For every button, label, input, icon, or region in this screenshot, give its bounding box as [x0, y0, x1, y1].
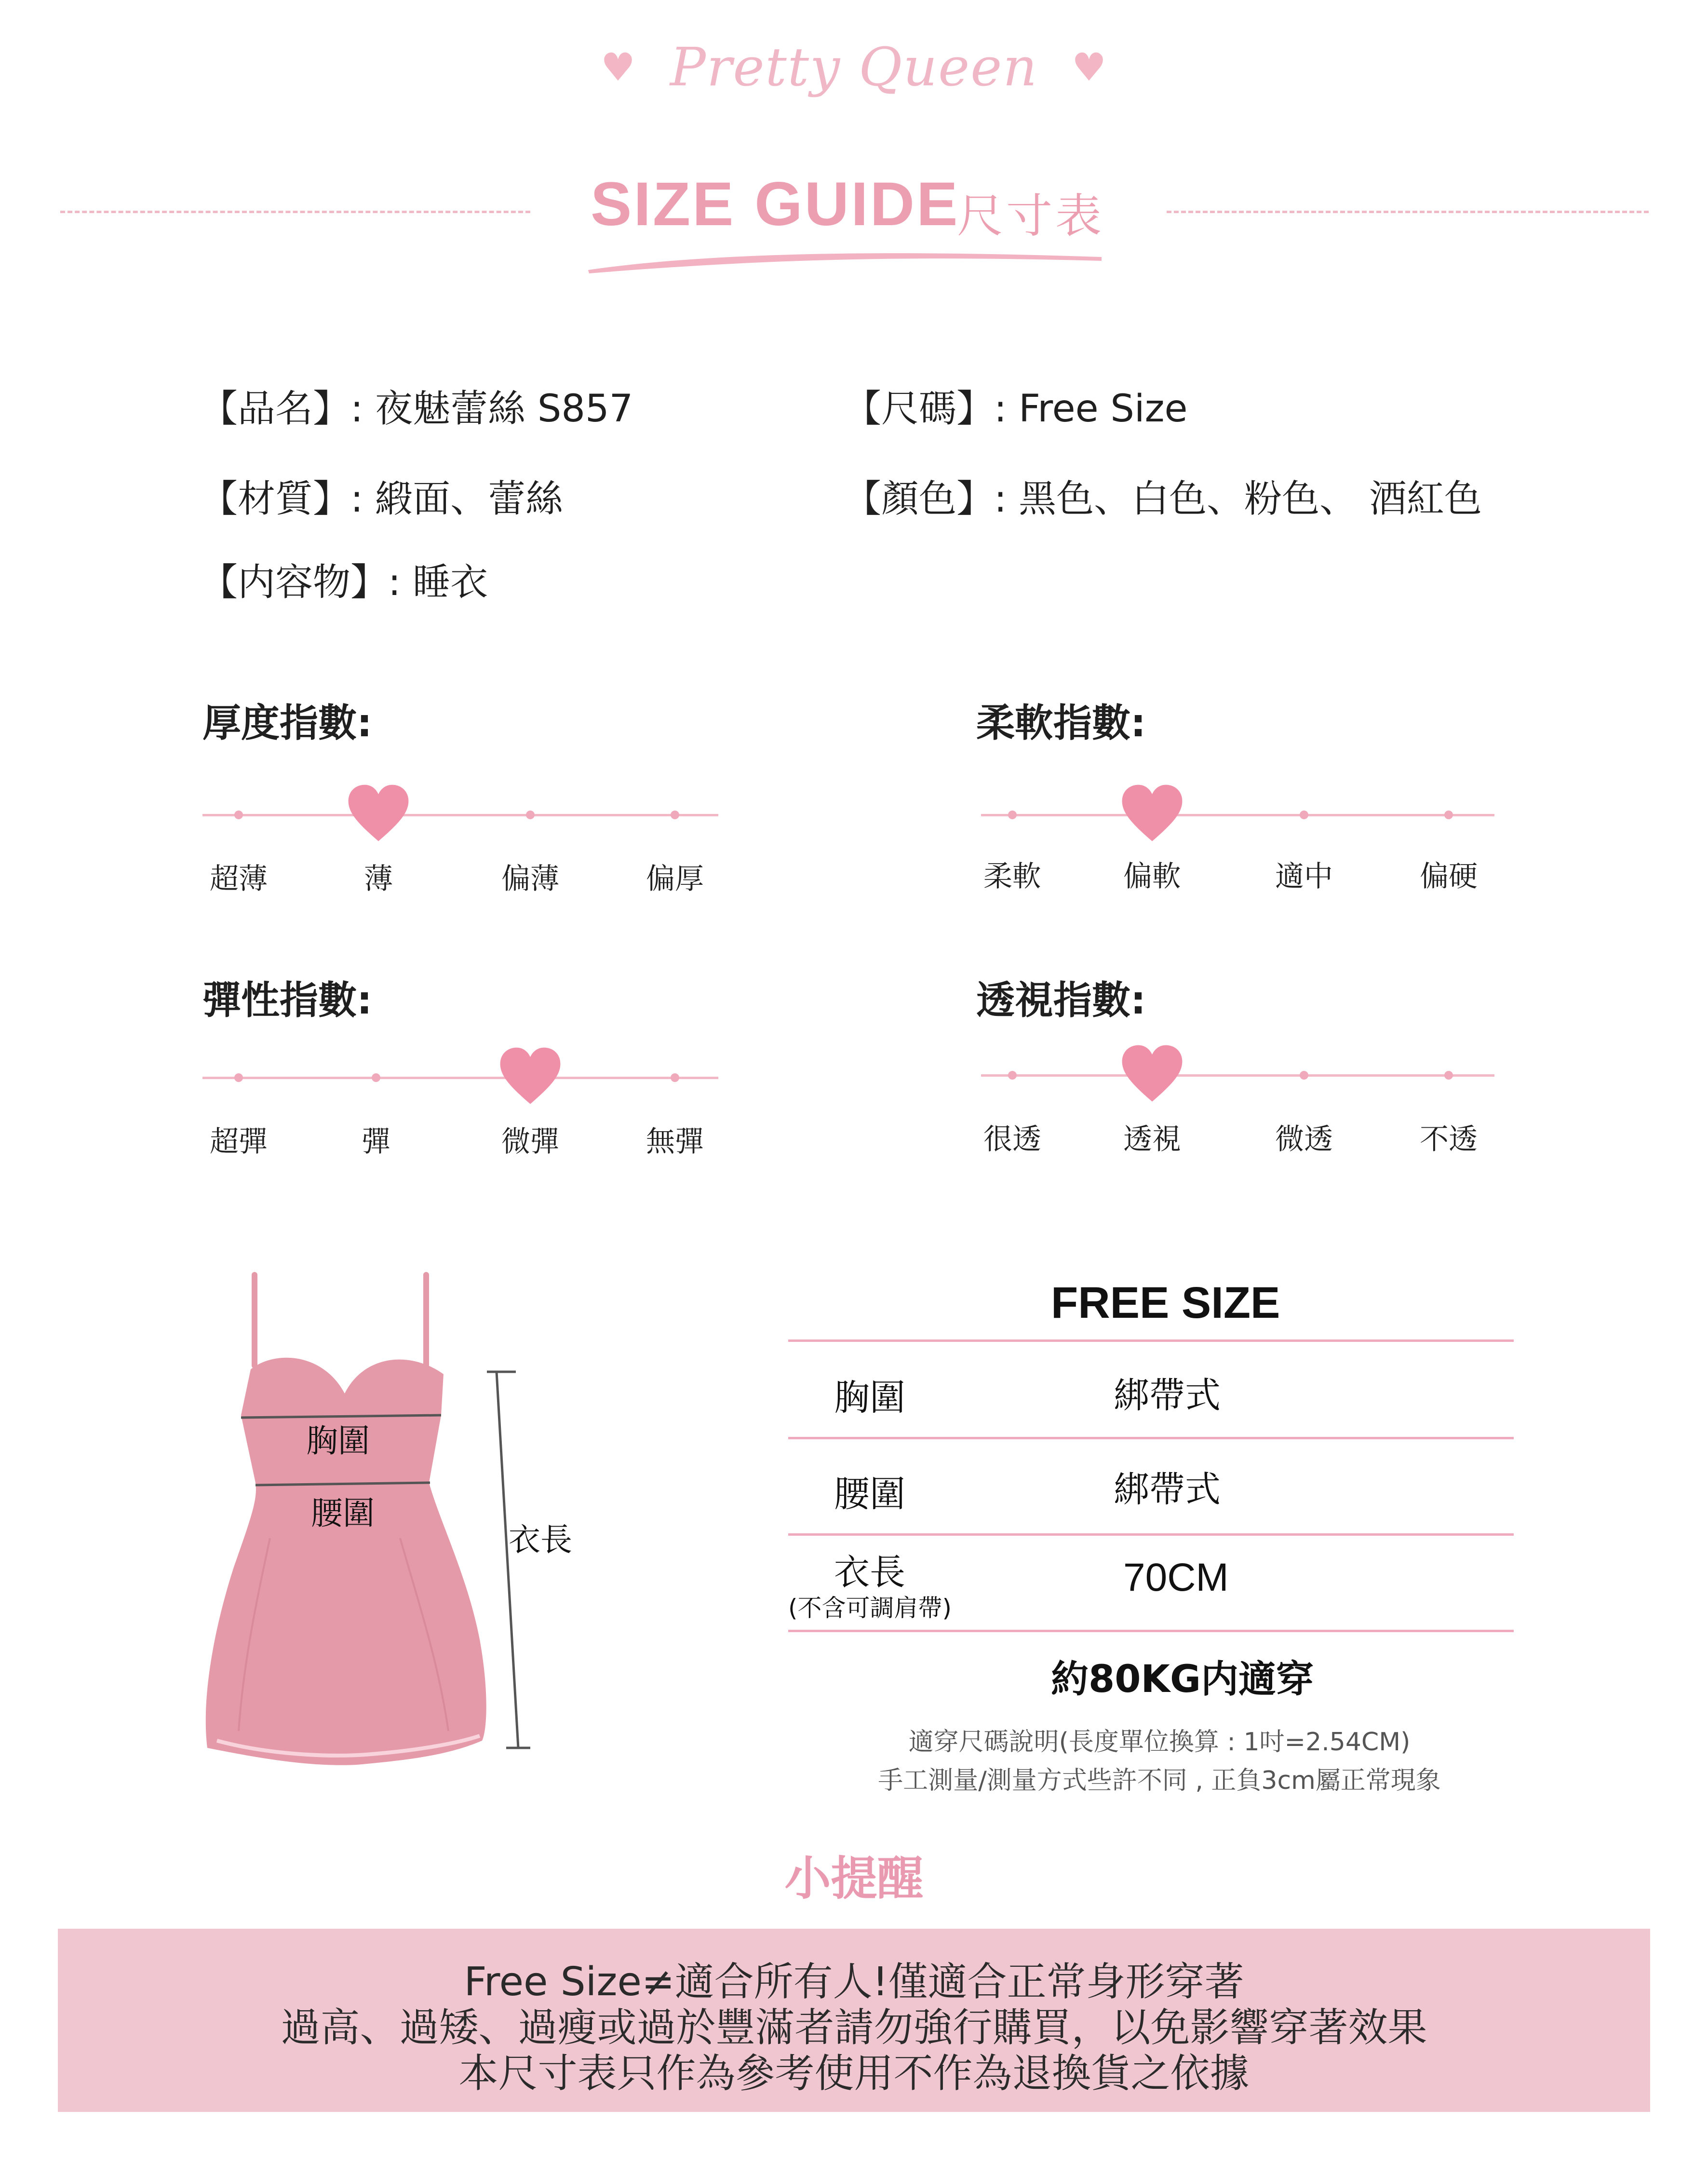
page-title: SIZE GUIDE — [591, 170, 960, 239]
table-divider — [788, 1630, 1514, 1632]
scale-label: 薄 — [364, 862, 393, 896]
product-color: 【顏色】: 黑色、白色、粉色、 酒紅色 — [844, 477, 1482, 521]
scale-label: 透視 — [1123, 1123, 1181, 1156]
reminder-line-1: Free Size≠適合所有人!僅適合正常身形穿著 — [464, 1959, 1244, 2005]
row-waist-value: 綁帶式 — [1114, 1469, 1221, 1510]
size-note-2: 手工測量/測量方式些許不同 , 正負3cm屬正常現象 — [878, 1766, 1441, 1795]
row-waist-label: 腰圍 — [834, 1474, 905, 1515]
product-name: 【品名】: 夜魅蕾絲 S857 — [200, 387, 633, 431]
scale-label: 很透 — [983, 1123, 1041, 1156]
scale-dot — [671, 811, 679, 819]
scale-label: 彈 — [362, 1125, 390, 1159]
scale-heart-icon — [499, 1046, 562, 1109]
product-contents: 【内容物】: 睡衣 — [200, 561, 488, 604]
brand-logo — [0, 36, 1708, 98]
scale-label: 偏薄 — [501, 862, 559, 896]
scale-dot — [1300, 1071, 1308, 1080]
reminder-title: 小提醒 — [784, 1852, 924, 1906]
scale-label: 微彈 — [501, 1125, 559, 1159]
product-size: 【尺碼】: Free Size — [844, 387, 1188, 431]
scale-dot — [1444, 811, 1453, 819]
row-chest-value: 綁帶式 — [1114, 1375, 1221, 1416]
heart-icon: ♥ — [601, 45, 636, 90]
fit-weight: 約80KG内適穿 — [1051, 1658, 1314, 1701]
scale-dot — [1008, 811, 1017, 819]
dress-length-label: 衣長 — [509, 1521, 572, 1558]
row-chest-label: 胸圍 — [834, 1377, 905, 1419]
scale-heart-icon — [347, 784, 410, 846]
scale-dot — [372, 1073, 380, 1082]
scale-track — [202, 814, 718, 816]
reminder-line-3: 本尺寸表只作為參考使用不作為退換貨之依據 — [458, 2051, 1250, 2096]
row-length-note: (不含可調肩帶) — [788, 1594, 952, 1622]
page-title-zh: 尺寸表 — [957, 189, 1104, 243]
scale-label: 超薄 — [210, 862, 268, 896]
table-divider — [788, 1437, 1514, 1439]
size-note-1: 適穿尺碼說明(長度單位換算 : 1吋=2.54CM) — [908, 1728, 1411, 1757]
product-material: 【材質】: 緞面、蕾絲 — [200, 477, 564, 521]
scale-label: 超彈 — [210, 1125, 268, 1159]
scale-track — [981, 1074, 1494, 1077]
scale-label: 不透 — [1420, 1123, 1478, 1156]
scale-label: 偏厚 — [646, 862, 704, 896]
row-length-value: 70CM — [1123, 1555, 1229, 1599]
scale-dot — [234, 811, 243, 819]
scale-title: 透視指數: — [976, 978, 1146, 1023]
scale-dot — [1300, 811, 1308, 819]
scale-track — [202, 1077, 718, 1079]
scale-dot — [1008, 1071, 1017, 1080]
scale-track — [981, 814, 1494, 816]
scale-dot — [671, 1073, 679, 1082]
scale-heart-icon — [1121, 784, 1183, 846]
dress-chest-label: 胸圍 — [306, 1422, 370, 1460]
length-measure-line — [477, 1369, 535, 1755]
scale-label: 適中 — [1275, 860, 1333, 893]
scale-label: 微透 — [1275, 1123, 1333, 1156]
brand-name: Pretty Queen — [670, 36, 1038, 98]
heart-icon: ♥ — [1072, 45, 1107, 90]
scale-dot — [234, 1073, 243, 1082]
scale-title: 厚度指數: — [202, 701, 372, 745]
divider-right — [1167, 211, 1649, 213]
scale-heart-icon — [1121, 1044, 1183, 1107]
divider-left — [60, 211, 530, 213]
scale-label: 偏硬 — [1420, 860, 1478, 893]
row-length-label: 衣長 — [834, 1552, 905, 1593]
scale-label: 偏軟 — [1123, 860, 1181, 893]
reminder-line-2: 過高、過矮、過瘦或過於豐滿者請勿強行購買，以免影響穿著效果 — [281, 2005, 1427, 2051]
table-divider — [788, 1533, 1514, 1536]
size-table-heading: FREE SIZE — [1051, 1278, 1280, 1327]
scale-dot — [526, 811, 535, 819]
table-divider — [788, 1339, 1514, 1342]
scale-title: 柔軟指數: — [976, 701, 1146, 745]
scale-dot — [1444, 1071, 1453, 1080]
scale-title: 彈性指數: — [202, 978, 372, 1023]
scale-label: 無彈 — [646, 1125, 704, 1159]
scale-label: 柔軟 — [983, 860, 1041, 893]
dress-waist-label: 腰圍 — [311, 1495, 375, 1532]
brush-stroke — [583, 243, 1106, 277]
